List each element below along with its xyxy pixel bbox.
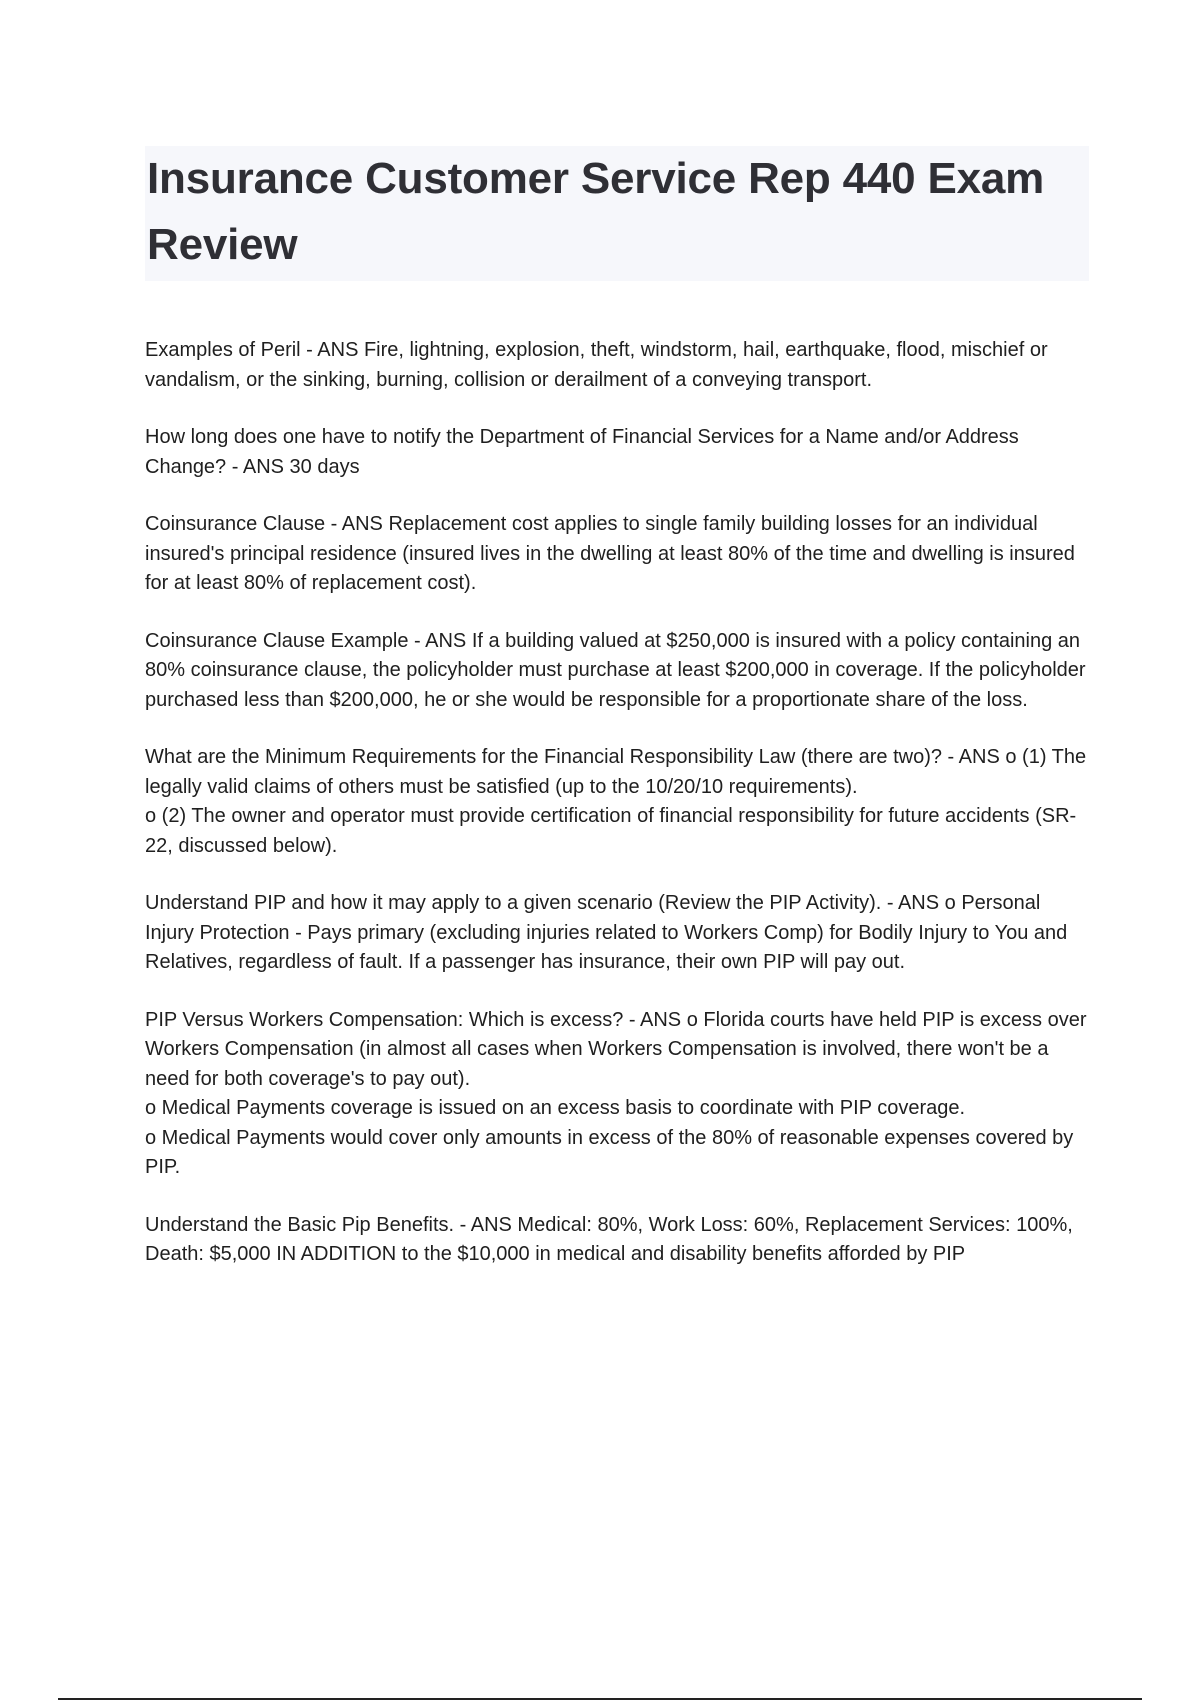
qa-item-coinsurance-example: Coinsurance Clause Example - ANS If a building valued at $250,000 is insured with a policy containing an 80% coinsurance clause, the policyholder must purchase at least $200,000 in coverage. If the policyholder purchased less than $200,000, he or she would be responsible for a proportionate share of the loss. — [145, 629, 1086, 711]
qa-item-coinsurance-clause: Coinsurance Clause - ANS Replacement cost applies to single family building losses for an individual insured's principal residence (insured lives in the dwelling at least 80% of the time and dwelling is insured for at least 80% of replacement cost). — [145, 513, 1075, 594]
qa-item-basic-pip-benefits: Understand the Basic Pip Benefits. - ANS Medical: 80%, Work Loss: 60%, Replacement Services: 100%, Death: $5,000 IN ADDITION to the $10,000 in medical and disability benefits afforded by PIP — [145, 1213, 1073, 1265]
title-banner — [145, 146, 1089, 281]
qa-item-pip-vs-workers-comp: PIP Versus Workers Compensation: Which is excess? - ANS o Florida courts have held PIP is excess over Workers Compensation (in almost all cases when Workers Compensation is involved, there won't be a need for both coverage's to pay out). o Medical Payments coverage is issued on an excess basis to coordinate with PIP coverage. o Medical Payments would cover only amounts in excess of the 80% of reasonable expenses covered by PIP. — [145, 1008, 1087, 1178]
qa-item-address-change: How long does one have to notify the Department of Financial Services for a Name and/or Address Change? - ANS 30 days — [145, 426, 1019, 478]
qa-item-peril-examples: Examples of Peril - ANS Fire, lightning, explosion, theft, windstorm, hail, earthquake, flood, mischief or vandalism, or the sinking, burning, collision or derailment of a conveying transport. — [145, 339, 1048, 391]
page-title: Insurance Customer Service Rep 440 Exam Review — [147, 154, 1045, 269]
qa-list — [145, 336, 1090, 1298]
qa-item-pip-scenario: Understand PIP and how it may apply to a given scenario (Review the PIP Activity). - ANS o Personal Injury Protection - Pays primary (excluding injuries related to Workers Comp) for Bodily Injury to You and Relatives, regardless of fault. If a passenger has insurance, their own PIP will pay out. — [145, 892, 1068, 973]
qa-item-financial-responsibility: What are the Minimum Requirements for the Financial Responsibility Law (there are two)? - ANS o (1) The legally valid claims of others must be satisfied (up to the 10/20/10 requirements). o (2) The owner and operator must provide certification of financial responsibility for future accidents (SR-22, discussed below). — [145, 746, 1087, 857]
